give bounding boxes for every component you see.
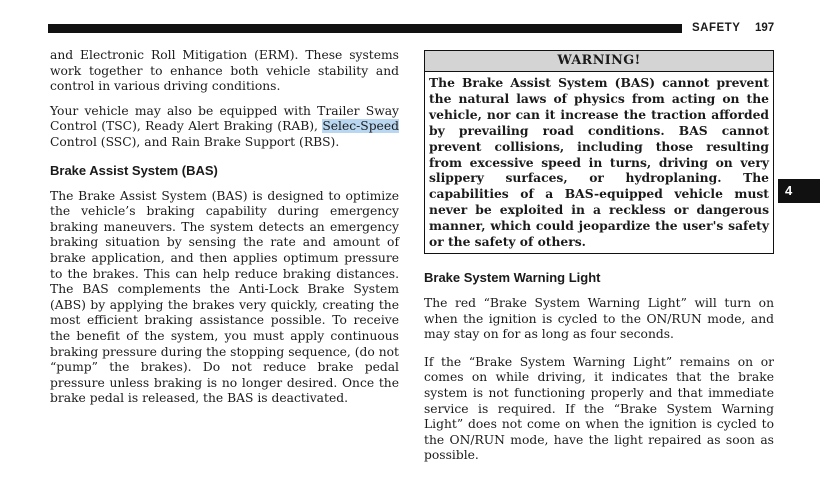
heading-brake-warning-light: Brake System Warning Light	[424, 269, 601, 285]
header-rule	[48, 24, 682, 33]
paragraph-equipment-text-start: Your vehicle may also be equipped with Trailer Sway Control (TSC), Ready Alert Braking (RAB),	[50, 103, 399, 134]
warning-box	[424, 50, 774, 254]
page-number: 197	[755, 22, 775, 34]
paragraph-warning-light-service: If the “Brake System Warning Light” remains on or comes on while driving, it indicates that the brake system is not functioning properly and that immediate service is required. If the “Brake System Warning Light” does not come on when the ignition is cycled to the ON/RUN mode, have the light repaired as soon as possible.	[424, 354, 774, 463]
paragraph-erm: and Electronic Roll Mitigation (ERM). These systems work together to enhance both vehicle stability and control in various driving conditions.	[50, 48, 399, 94]
left-column	[50, 48, 399, 416]
selected-text-highlight[interactable]: Selec-Speed	[322, 119, 399, 134]
right-column	[424, 50, 774, 473]
paragraph-bas: The Brake Assist System (BAS) is designed to optimize the vehicle’s braking capability during emergency braking maneuvers. The system detects an emergency braking situation by sensing the rate and amount of brake application, and then applies optimum pressure to the brakes. This can help reduce braking distances. The BAS complements the Anti-Lock Brake System (ABS) by applying the brakes very quickly, creating the most efficient braking assistance possible. To receive the benefit of the system, you must apply continuous braking pressure during the stopping sequence, (do not “pump” the brakes). Do not reduce brake pedal pressure unless braking is no longer desired. Once the brake pedal is released, the BAS is deactivated.	[50, 188, 399, 406]
warning-text: The Brake Assist System (BAS) cannot prevent the natural laws of physics from acting on the vehicle, nor can it increase the traction afforded by prevailing road conditions. BAS cannot prevent collisions, including those resulting from excessive speed in turns, driving on very slippery surfaces, or hydroplaning. The capabilities of a BAS-equipped vehicle must never be exploited in a reckless or dangerous manner, which could jeopardize the user's safety or the safety of others.	[429, 75, 769, 250]
paragraph-equipment	[50, 104, 399, 151]
paragraph-equipment-text-end: Control (SSC), and Rain Brake Support (RBS).	[50, 134, 340, 149]
section-title: SAFETY	[692, 22, 741, 34]
heading-bas: Brake Assist System (BAS)	[50, 162, 218, 178]
warning-title: WARNING!	[425, 51, 773, 72]
chapter-tab: 4	[778, 179, 820, 203]
paragraph-warning-light-on: The red “Brake System Warning Light” will turn on when the ignition is cycled to the ON/RUN mode, and may stay on for as long as four seconds.	[424, 295, 774, 342]
